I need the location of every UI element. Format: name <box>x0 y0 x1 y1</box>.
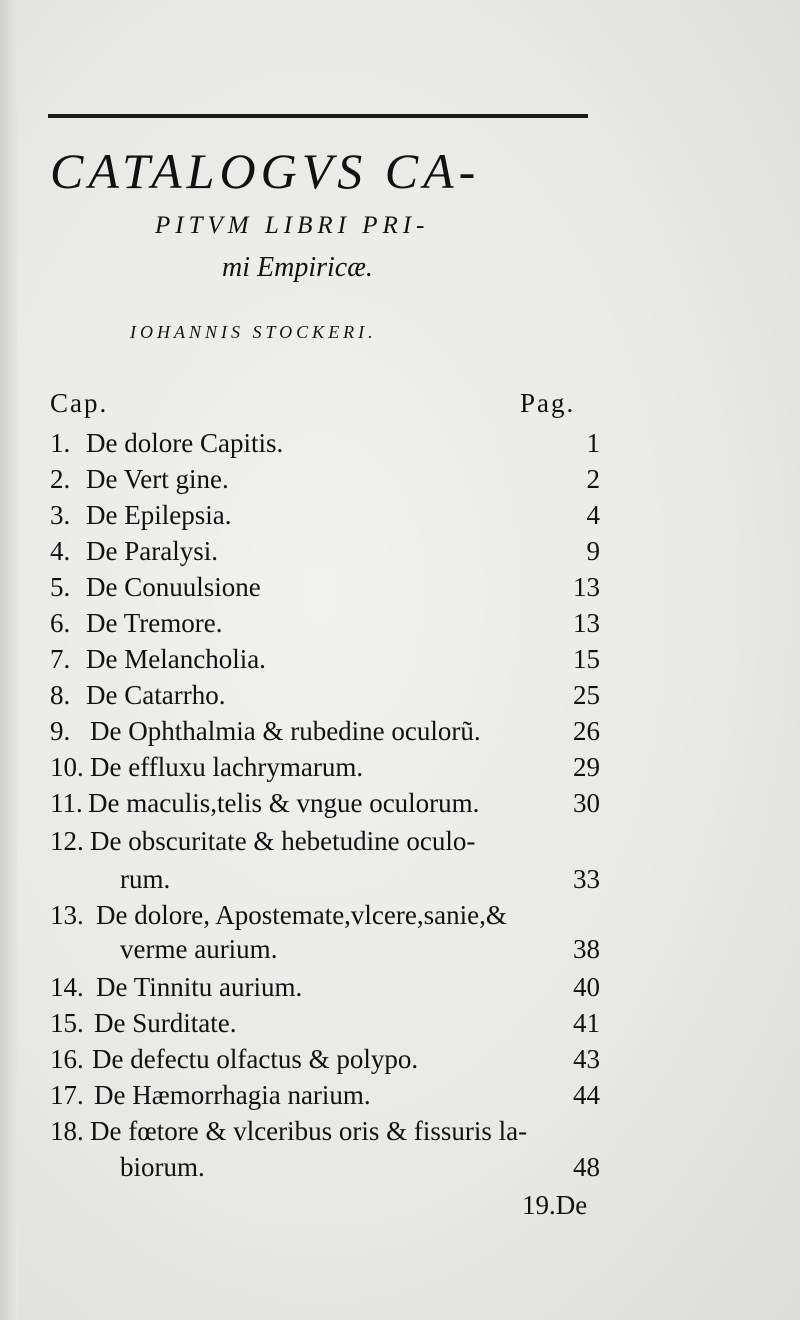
catchword: 19.De <box>522 1190 588 1220</box>
entry-number: 15. <box>50 1008 84 1038</box>
toc-entry <box>0 428 800 464</box>
entry-number: 6. <box>50 608 71 638</box>
entry-page: 33 <box>573 864 600 894</box>
author-name: IOHANNIS STOCKERI. <box>130 322 377 342</box>
entry-title: De obscuritate & hebetudine oculo- <box>90 826 476 856</box>
entry-page: 30 <box>573 788 600 818</box>
entry-title: De Paralysi. <box>86 536 218 566</box>
toc-entry-continuation <box>120 934 800 970</box>
entry-title: De Hæmorrhagia narium. <box>94 1080 371 1110</box>
entry-page: 2 <box>586 464 600 494</box>
toc-entry <box>0 1116 800 1152</box>
toc-entry <box>0 500 800 536</box>
entry-title-continuation: verme aurium. <box>120 934 278 964</box>
entry-title-continuation: rum. <box>120 864 171 894</box>
entry-page: 41 <box>573 1008 600 1038</box>
toc-entry <box>0 536 800 572</box>
entry-page: 25 <box>573 680 600 710</box>
entry-title: De Vert gine. <box>86 464 229 494</box>
entry-page: 43 <box>573 1044 600 1074</box>
entry-number: 18. <box>50 1116 84 1146</box>
chapter-column-header: Cap. <box>50 388 109 418</box>
page-column-header: Pag. <box>520 388 576 418</box>
entry-number: 17. <box>50 1080 84 1110</box>
toc-entry <box>0 1044 800 1080</box>
toc-entry <box>0 680 800 716</box>
entry-number: 8. <box>50 680 71 710</box>
toc-entry <box>0 1080 800 1116</box>
entry-number: 13. <box>50 900 84 930</box>
entry-page: 38 <box>573 934 600 964</box>
toc-entry <box>0 900 800 936</box>
entry-page: 26 <box>573 716 600 746</box>
entry-page: 13 <box>573 572 600 602</box>
entry-title: De Tremore. <box>86 608 223 638</box>
toc-entry <box>0 572 800 608</box>
entry-number: 2. <box>50 464 71 494</box>
entry-title: De Ophthalmia & rubedine oculorũ. <box>90 716 481 746</box>
entry-page: 48 <box>573 1152 600 1182</box>
entry-page: 15 <box>573 644 600 674</box>
entry-title: De maculis,telis & vngue oculorum. <box>88 788 480 818</box>
entry-number: 9. <box>50 716 71 746</box>
entry-title: De dolore Capitis. <box>86 428 284 458</box>
entry-page: 9 <box>586 536 600 566</box>
catalog-title-line1: CATALOGVS CA- <box>50 143 481 199</box>
entry-page: 4 <box>586 500 600 530</box>
toc-entry <box>0 752 800 788</box>
entry-number: 14. <box>50 972 84 1002</box>
toc-entry <box>0 1008 800 1044</box>
entry-page: 29 <box>573 752 600 782</box>
entry-number: 11. <box>50 788 83 818</box>
catalog-title-line2: PITVM LIBRI PRI- <box>155 212 430 239</box>
entry-number: 5. <box>50 572 71 602</box>
entry-page: 1 <box>586 428 600 458</box>
toc-entry <box>0 464 800 500</box>
entry-number: 10. <box>50 752 84 782</box>
entry-page: 13 <box>573 608 600 638</box>
toc-entry <box>0 788 800 824</box>
entry-title: De Catarrho. <box>86 680 226 710</box>
entry-title: De fœtore & vlceribus oris & fissuris la- <box>90 1116 528 1146</box>
entry-title: De Tinnitu aurium. <box>96 972 303 1002</box>
entry-page: 44 <box>573 1080 600 1110</box>
entry-number: 7. <box>50 644 71 674</box>
entry-title: De Melancholia. <box>86 644 266 674</box>
entry-page: 40 <box>573 972 600 1002</box>
entry-title: De defectu olfactus & polypo. <box>92 1044 419 1074</box>
toc-entry <box>0 716 800 752</box>
toc-entry <box>0 644 800 680</box>
entry-title: De Epilepsia. <box>86 500 232 530</box>
entry-title: De Surditate. <box>94 1008 237 1038</box>
toc-entry <box>0 608 800 644</box>
toc-entry-continuation <box>120 1152 800 1188</box>
entry-title-continuation: biorum. <box>120 1152 205 1182</box>
toc-entry-continuation <box>120 864 800 900</box>
entry-title: De Conuulsione <box>86 572 261 602</box>
catalog-title-line3: mi Empiricæ. <box>222 252 373 283</box>
entry-number: 4. <box>50 536 71 566</box>
toc-entry <box>0 826 800 862</box>
entry-title: De effluxu lachrymarum. <box>90 752 364 782</box>
entry-title: De dolore, Apostemate,vlcere,sanie,& <box>96 900 507 930</box>
entry-number: 12. <box>50 826 84 856</box>
toc-entry <box>0 972 800 1008</box>
entry-number: 16. <box>50 1044 84 1074</box>
entry-number: 3. <box>50 500 71 530</box>
entry-number: 1. <box>50 428 71 458</box>
